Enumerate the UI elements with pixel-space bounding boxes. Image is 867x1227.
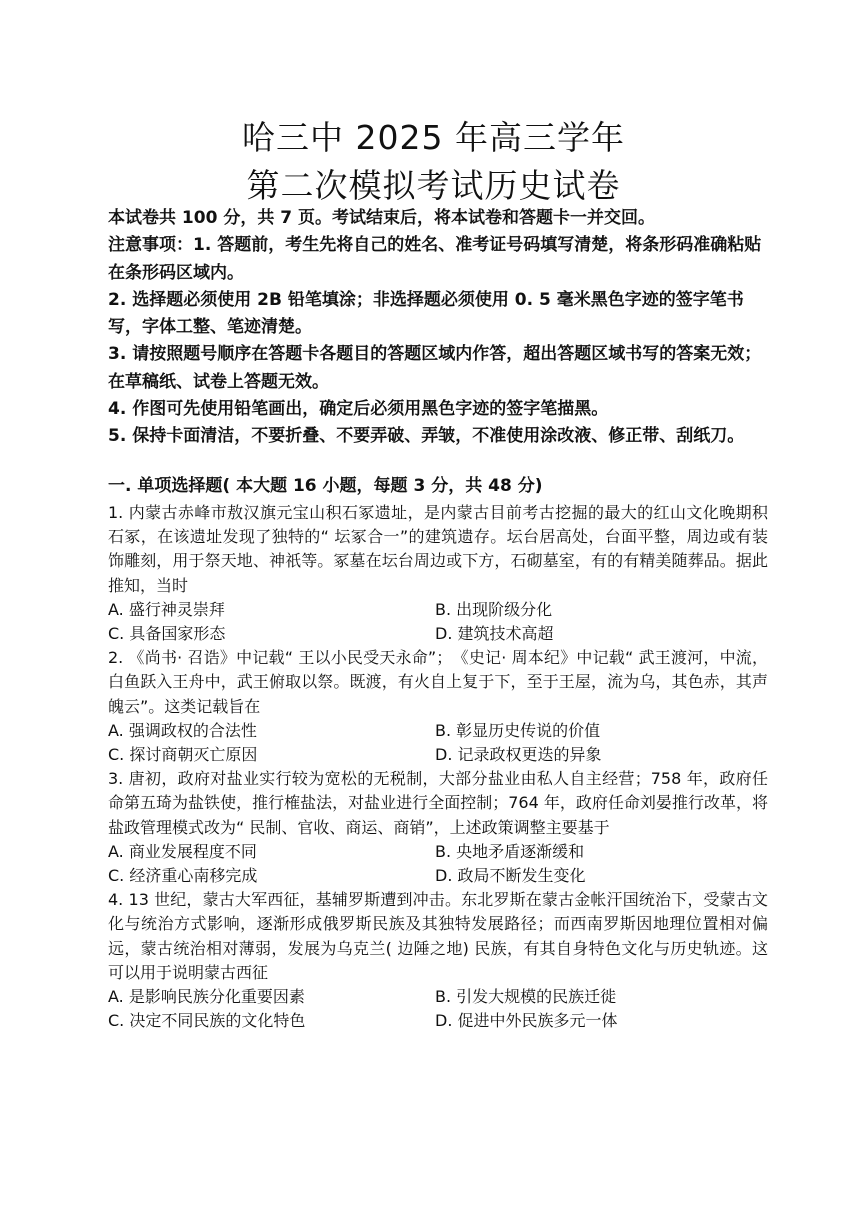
option-c: C. 探讨商朝灭亡原因 (108, 745, 258, 765)
option-b: B. 出现阶级分化 (435, 599, 553, 619)
option-b: B. 彰显历史传说的价值 (435, 720, 601, 740)
option-b: B. 引发大规模的民族迁徙 (435, 987, 617, 1007)
question-stem: 2. 《尚书· 召诰》中记载“ 王以小民受天永命”； 《史记· 周本纪》中记载“ 武王渡河，中流，白鱼跃入王舟中，武王俯取以祭。既渡，有火自上复于下，至于王屋，流为乌，其色赤，其声魄云”。这类记载旨在 (108, 648, 768, 716)
question-2 (108, 646, 768, 767)
option-a: A. 商业发展程度不同 (108, 841, 257, 861)
instruction-paragraph: 5. 保持卡面清洁，不要折叠、不要弄破、弄皱，不准使用涂改液、修正带、刮纸刀。 (108, 426, 745, 447)
instruction-paragraph: 注意事项：1. 答题前，考生先将自己的姓名、准考证号码填写清楚，将条形码准确粘贴在条形码区域内。 (108, 235, 762, 283)
option-d: D. 记录政权更迭的异象 (435, 745, 602, 765)
question-stem: 3. 唐初，政府对盐业实行较为宽松的无税制，大部分盐业由私人自主经营；758 年，政府任命第五琦为盐铁使，推行榷盐法，对盐业进行全面控制；764 年，政府任命刘晏推行改革，将盐政管理模式改为“ 民制、官收、商运、商销”，上述政策调整主要基于 (108, 769, 768, 837)
option-b: B. 央地矛盾逐渐缓和 (435, 841, 585, 861)
option-d: D. 建筑技术高超 (435, 624, 554, 644)
question-4 (108, 888, 768, 1033)
instruction-paragraph: 3. 请按照题号顺序在答题卡各题目的答题区域内作答，超出答题区域书写的答案无效；在草稿纸、试卷上答题无效。 (108, 344, 762, 392)
title-line-2: 第二次模拟考试历史试卷 (246, 166, 621, 205)
title-line-1: 哈三中 2025 年高三学年 (242, 118, 625, 157)
option-d: D. 促进中外民族多元一体 (435, 1011, 618, 1031)
section-heading: 一. 单项选择题( 本大题 16 小题，每题 3 分，共 48 分) (108, 476, 543, 496)
question-list (108, 501, 768, 1033)
question-options (108, 985, 768, 1033)
question-3 (108, 767, 768, 888)
instruction-paragraph: 4. 作图可先使用铅笔画出，确定后必须用黑色字迹的签字笔描黑。 (108, 399, 609, 420)
option-c: C. 经济重心南移完成 (108, 866, 258, 886)
question-stem: 1. 内蒙古赤峰市敖汉旗元宝山积石冢遗址，是内蒙古目前考古挖掘的最大的红山文化晚期积石冢，在该遗址发现了独特的“ 坛冢合一”的建筑遗存。坛台居高处，台面平整，周边或有装饰雕刻，用于祭天地、神祇等。冢墓在坛台周边或下方，石砌墓室，有的有精美随葬品。据此推知，当时 (108, 503, 768, 595)
instruction-paragraph: 本试卷共 100 分，共 7 页。考试结束后，将本试卷和答题卡一并交回。 (108, 208, 655, 228)
instruction-paragraph: 2. 选择题必须使用 2B 铅笔填涂；非选择题必须使用 0. 5 毫米黑色字迹的签字笔书写，字体工整、笔迹清楚。 (108, 289, 744, 338)
exam-instructions (108, 205, 768, 451)
option-c: C. 决定不同民族的文化特色 (108, 1011, 306, 1031)
option-a: A. 盛行神灵崇拜 (108, 599, 225, 619)
question-options (108, 840, 768, 888)
exam-title (0, 118, 867, 206)
question-1 (108, 501, 768, 646)
question-options (108, 719, 768, 767)
question-stem: 4. 13 世纪，蒙古大军西征，基辅罗斯遭到冲击。东北罗斯在蒙古金帐汗国统治下，受蒙古文化与统治方式影响，逐渐形成俄罗斯民族及其独特发展路径；而西南罗斯因地理位置相对偏远，蒙古统治相对薄弱，发展为乌克兰( 边陲之地) 民族，有其自身特色文化与历史轨迹。这可以用于说明蒙古西征 (108, 890, 768, 982)
option-c: C. 具备国家形态 (108, 624, 226, 644)
question-options (108, 598, 768, 646)
option-a: A. 强调政权的合法性 (108, 720, 257, 740)
option-d: D. 政局不断发生变化 (435, 866, 586, 886)
option-a: A. 是影响民族分化重要因素 (108, 987, 305, 1007)
